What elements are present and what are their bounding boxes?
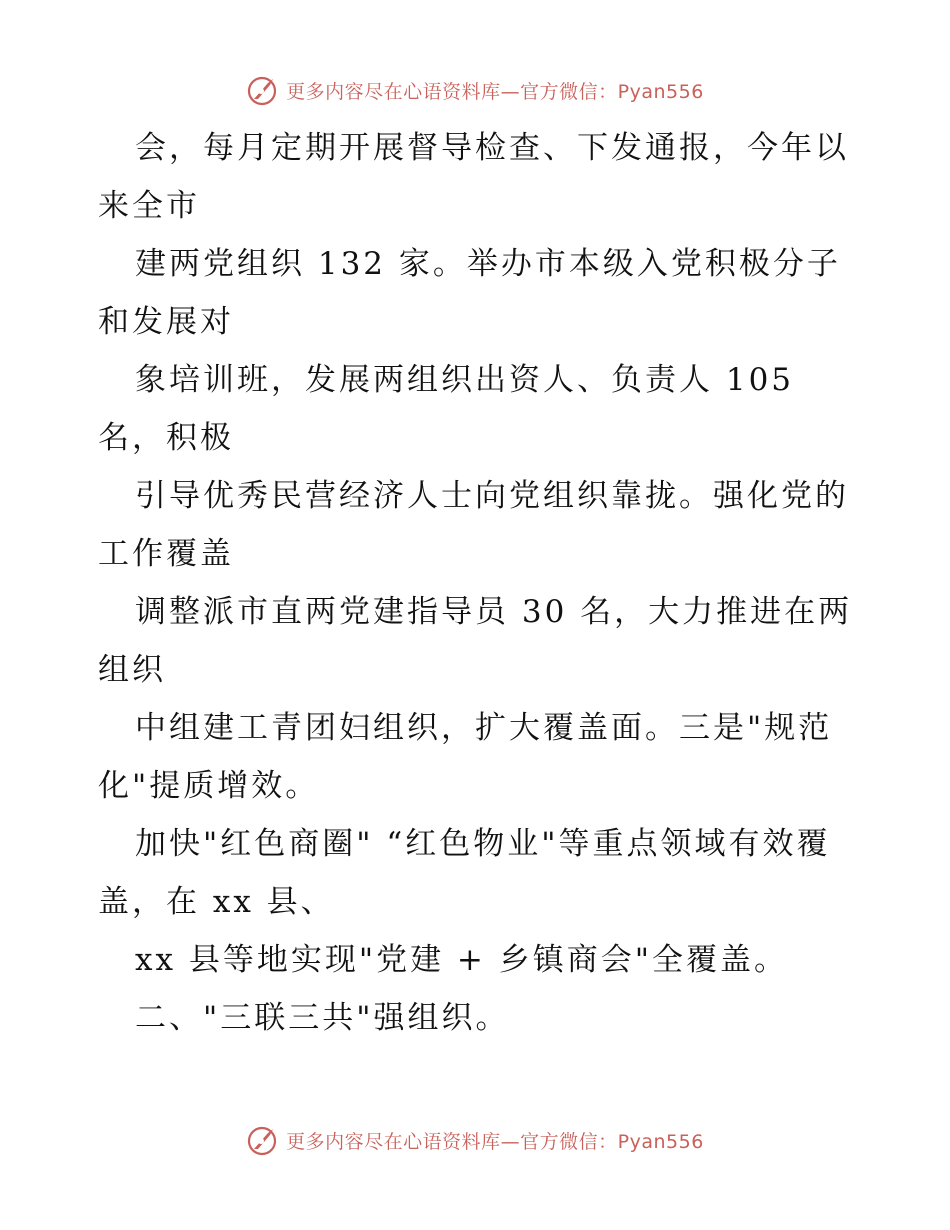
paragraph-line: xx 县等地实现"党建 + 乡镇商会"全覆盖。 — [135, 942, 789, 978]
paragraph-line: 组织 — [98, 652, 166, 688]
paragraph-line: 中组建工青团妇组织，扩大覆盖面。三是"规范 — [135, 710, 833, 746]
quill-pen-circle-icon — [246, 1123, 280, 1157]
paragraph-line: 来全市 — [98, 188, 200, 224]
footer-banner-text: 更多内容尽在心语资料库—官方微信：Pyan556 — [286, 1130, 704, 1153]
paragraph-line: 调整派市直两党建指导员 30 名，大力推进在两 — [135, 594, 853, 630]
paragraph-line: 和发展对 — [98, 304, 234, 340]
footer-banner — [0, 1120, 950, 1160]
paragraph-line: 建两党组织 132 家。举办市本级入党积极分子 — [135, 246, 841, 282]
paragraph-line: 名，积极 — [98, 420, 234, 456]
paragraph-line: 象培训班，发展两组织出资人、负责人 105 — [135, 362, 795, 398]
header-banner-text: 更多内容尽在心语资料库—官方微信：Pyan556 — [286, 80, 704, 103]
paragraph-line: 引导优秀民营经济人士向党组织靠拢。强化党的 — [135, 478, 849, 514]
paragraph-line: 盖，在 xx 县、 — [98, 884, 335, 920]
quill-pen-circle-icon — [246, 73, 280, 107]
paragraph-line: 工作覆盖 — [98, 536, 234, 572]
header-banner — [0, 70, 950, 110]
paragraph-line: 加快"红色商圈" “红色物业"等重点领域有效覆 — [135, 826, 831, 862]
paragraph-line: 会，每月定期开展督导检查、下发通报，今年以 — [135, 130, 849, 166]
paragraph-line: 化"提质增效。 — [98, 768, 320, 804]
section-heading: 二、"三联三共"强组织。 — [135, 1000, 510, 1036]
